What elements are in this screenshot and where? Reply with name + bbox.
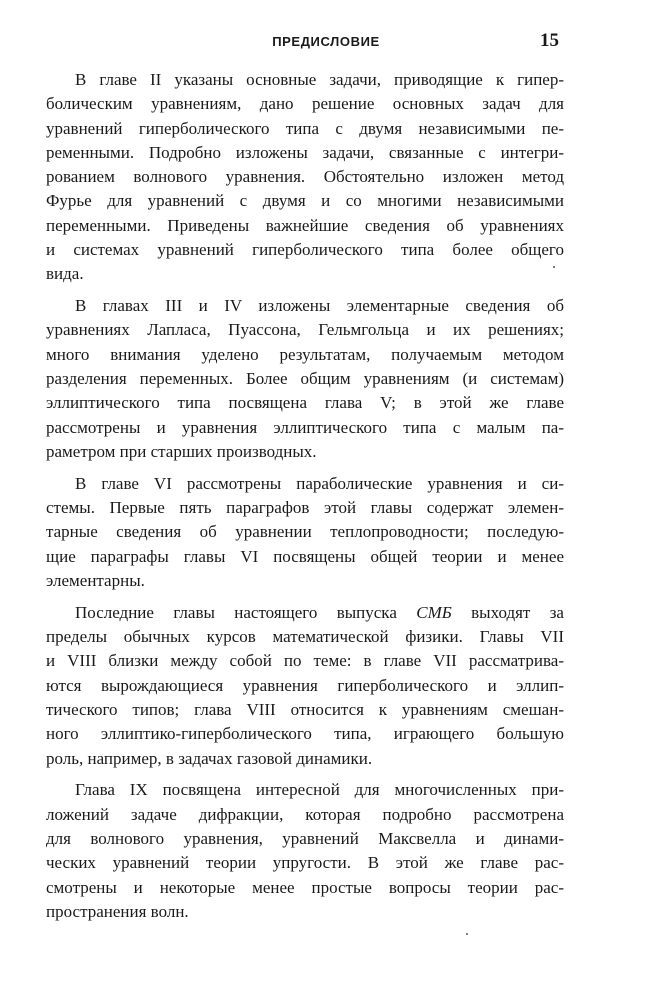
text-line: вида. xyxy=(46,264,84,284)
text-line: ческих уравнений теории упругости. В этой же главе рас- xyxy=(46,853,564,873)
text-line: Глава IX посвящена интересной для многочисленных при- xyxy=(75,780,564,800)
paragraph-3 xyxy=(46,472,564,593)
paragraph-5 xyxy=(46,778,564,924)
text-line: и системах уравнений гиперболического типа более общего xyxy=(46,240,564,260)
text-line: эллиптического типа посвящена глава V; в этой же главе xyxy=(46,393,564,413)
scan-speck xyxy=(553,266,555,268)
text-line: уравнениях Лапласа, Пуассона, Гельмгольца и их решениях; xyxy=(46,320,564,340)
text-line: стемы. Первые пять параграфов этой главы содержат элемен- xyxy=(46,498,564,518)
text-line xyxy=(46,601,564,625)
text-line: пространения волн. xyxy=(46,901,189,921)
text-line: ложений задаче дифракции, которая подробно рассмотрена xyxy=(46,804,564,824)
text-line: много внимания уделено результатам, получаемым методом xyxy=(46,344,564,364)
text-line: элементарны. xyxy=(46,570,145,590)
text-line: В главе II указаны основные задачи, приводящие к гипер- xyxy=(75,70,564,89)
text-line: В главах III и IV изложены элементарные сведения об xyxy=(75,296,564,316)
text-line: ременными. Подробно изложены задачи, связанные с интегри- xyxy=(46,142,564,162)
text-fragment: выходят за xyxy=(451,602,564,622)
text-line: ного эллиптико-гиперболического типа, играющего большую xyxy=(46,724,564,744)
text-line: тического типов; глава VIII относится к уравнениям смешан- xyxy=(46,699,564,719)
text-line: роль, например, в задачах газовой динамики. xyxy=(46,748,373,768)
text-line: рассмотрены и уравнения эллиптического типа с малым па- xyxy=(46,417,564,437)
text-line: тарные сведения об уравнении теплопроводности; последую- xyxy=(46,522,564,542)
text-line: пределы обычных курсов математической физики. Главы VII xyxy=(46,627,564,647)
text-line: ются вырождающиеся уравнения гиперболического и эллип- xyxy=(46,675,564,695)
running-header: ПРЕДИСЛОВИЕ xyxy=(272,34,380,49)
text-line: щие параграфы главы VI посвящены общей теории и менее xyxy=(46,546,564,566)
text-line: переменными. Приведены важнейшие сведения об уравнениях xyxy=(46,215,564,235)
text-line: и VIII близки между собой по теме: в главе VII рассматрива- xyxy=(46,651,564,671)
text-line: разделения переменных. Более общим уравнениям (и системам) xyxy=(46,369,564,389)
series-abbreviation: СМБ xyxy=(416,602,452,622)
text-fragment: Последние главы настоящего выпуска xyxy=(75,602,417,622)
text-line: болическим уравнениям, дано решение основных задач для xyxy=(46,94,564,114)
text-line: рованием волнового уравнения. Обстоятельно изложен метод xyxy=(46,167,564,187)
text-line: смотрены и некоторые менее простые вопросы теории рас- xyxy=(46,877,564,897)
scan-speck xyxy=(466,933,468,935)
body-text xyxy=(46,68,564,924)
text-line: раметром при старших производных. xyxy=(46,441,317,461)
page-number: 15 xyxy=(540,30,559,51)
text-line: В главе VI рассмотрены параболические уравнения и си- xyxy=(75,473,564,493)
text-line: для волнового уравнения, уравнений Максвелла и динами- xyxy=(46,828,564,848)
text-line: Фурье для уравнений с двумя и со многими независимыми xyxy=(46,191,564,211)
paragraph-2 xyxy=(46,294,564,464)
text-line: уравнений гиперболического типа с двумя независимыми пе- xyxy=(46,118,564,138)
paragraph-1 xyxy=(46,68,564,287)
paragraph-4 xyxy=(46,601,564,771)
